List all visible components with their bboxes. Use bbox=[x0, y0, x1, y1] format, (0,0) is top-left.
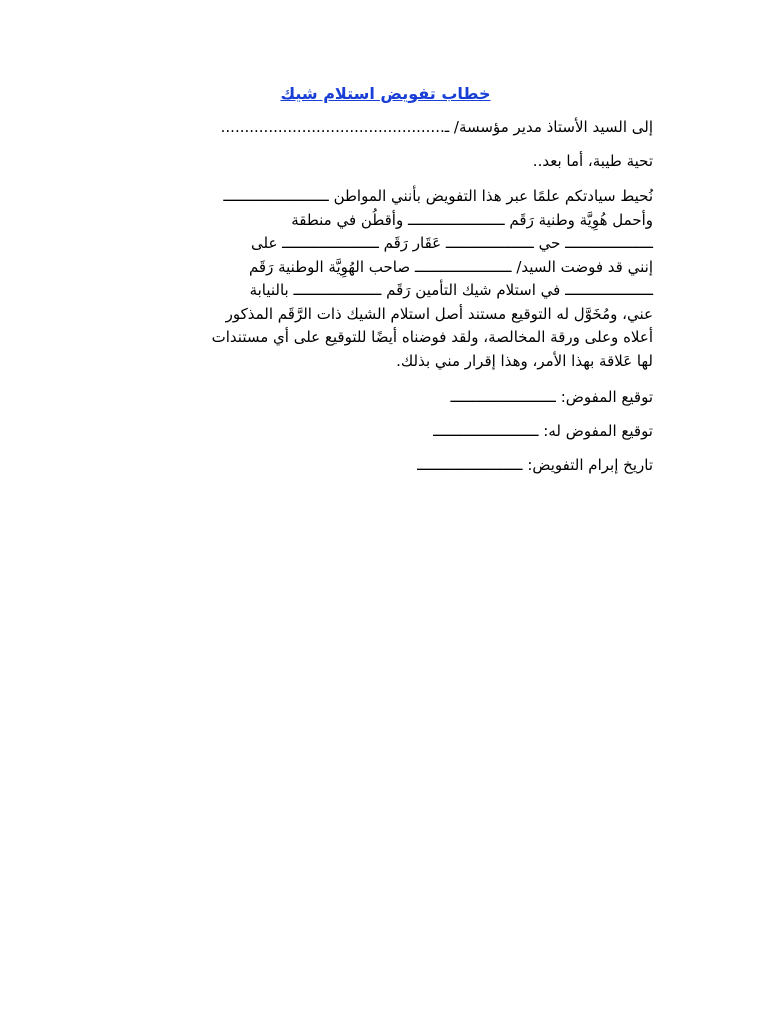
letter-body bbox=[118, 185, 653, 373]
body-line: إنني قد فوضت السيد/ ــــــــــــــــــــــ صاحب الهُوِيَّة الوطنية رَقَم bbox=[248, 257, 653, 276]
body-line: أعلاه وعلى ورقة المخالصة، ولقد فوضناه أيضًا للتوقيع على أي مستندات bbox=[211, 328, 653, 346]
authorizer-signature-line: توقيع المفوض: ــــــــــــــــــــــــ bbox=[450, 388, 653, 406]
body-line: عني، ومُخَوَّل له التوقيع مستند أصل استلام الشيك ذات الرَّقَم المذكور bbox=[225, 304, 653, 323]
addressee-line: إلى السيد الأستاذ مدير مؤسسة/ ـ............................................... bbox=[220, 118, 653, 136]
letter-page bbox=[118, 84, 653, 489]
authorized-signature-line: توقيع المفوض له: ــــــــــــــــــــــــ bbox=[433, 422, 653, 440]
body-line: ــــــــــــــــــــ في استلام شيك التأمين رَقَم ــــــــــــــــــــ بالنيابة bbox=[249, 281, 653, 299]
authorization-date-line: تاريخ إبرام التفويض: ــــــــــــــــــــــــ bbox=[417, 456, 653, 474]
body-line: وأحمل هُوِيَّة وطنية رَقَم ــــــــــــــــــــــ وأقطُن في منطقة bbox=[291, 210, 653, 229]
body-line: ــــــــــــــــــــ حي ــــــــــــــــــــ عَقَار رَقَم ــــــــــــــــــــــ على bbox=[250, 234, 653, 252]
body-line: لها عَلاقة بهذا الأمر، وهذا إقرار مني بذلك. bbox=[396, 351, 653, 370]
letter-title bbox=[118, 84, 653, 103]
body-line: نُحيط سيادتكم علمًا عبر هذا التفويض بأنني المواطن ــــــــــــــــــــــــ bbox=[223, 187, 653, 205]
greeting-line: تحية طيبة، أما بعد.. bbox=[532, 152, 653, 170]
title-link[interactable]: خطاب تفويض استلام شيك bbox=[280, 84, 491, 103]
